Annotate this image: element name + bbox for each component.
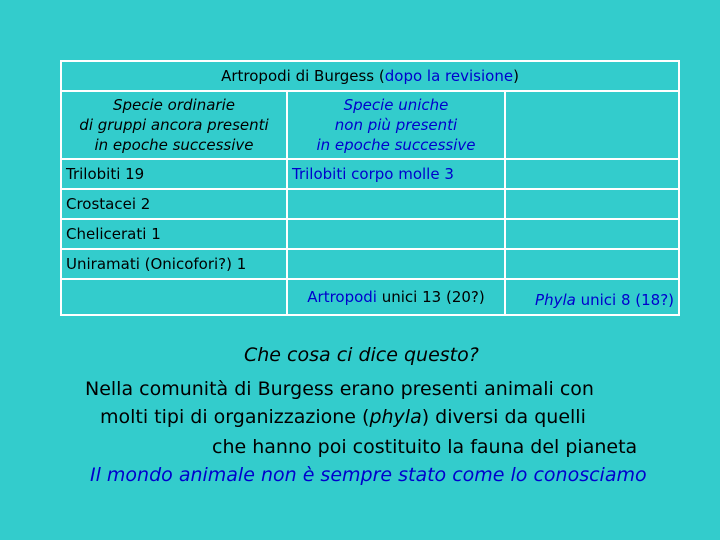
table-row — [61, 189, 679, 219]
cell-crostacei: Crostacei 2 — [61, 189, 287, 219]
cell-empty — [61, 279, 287, 315]
cell-artropodi-unici: Artropodi unici 13 (20?) — [287, 279, 505, 315]
table-header-row — [61, 91, 679, 159]
cell-empty — [287, 189, 505, 219]
table-row — [61, 159, 679, 189]
table-row — [61, 249, 679, 279]
header-unique-species: Specie uniche non più presenti in epoche successive — [287, 91, 505, 159]
title-highlight: dopo la revisione — [384, 67, 514, 85]
cell-trilobiti-corpo-molle: Trilobiti corpo molle 3 — [287, 159, 505, 189]
header-empty — [505, 91, 679, 159]
table-row — [61, 219, 679, 249]
paragraph-line-3: che hanno poi costituito la fauna del pianeta — [212, 436, 638, 458]
paragraph-line-1: Nella comunità di Burgess erano presenti animali con — [85, 378, 594, 400]
header-ordinary-species: Specie ordinarie di gruppi ancora presenti in epoche successive — [61, 91, 287, 159]
table-totals-row — [61, 279, 679, 315]
burgess-table — [60, 60, 680, 316]
table-title-row — [61, 61, 679, 91]
cell-uniramati: Uniramati (Onicofori?) 1 — [61, 249, 287, 279]
cell-empty — [287, 249, 505, 279]
conclusion-line: Il mondo animale non è sempre stato come lo conosciamo — [90, 464, 647, 486]
table-title: Artropodi di Burgess (dopo la revisione) — [61, 61, 679, 91]
cell-chelicerati: Chelicerati 1 — [61, 219, 287, 249]
cell-empty — [505, 189, 679, 219]
cell-empty — [287, 219, 505, 249]
question-text: Che cosa ci dice questo? — [244, 344, 479, 366]
paragraph-line-2: molti tipi di organizzazione (phyla) diversi da quelli — [100, 406, 586, 428]
cell-trilobiti: Trilobiti 19 — [61, 159, 287, 189]
cell-empty — [505, 219, 679, 249]
cell-phyla-unici: Phyla unici 8 (18?) — [505, 279, 679, 315]
cell-empty — [505, 159, 679, 189]
cell-empty — [505, 249, 679, 279]
